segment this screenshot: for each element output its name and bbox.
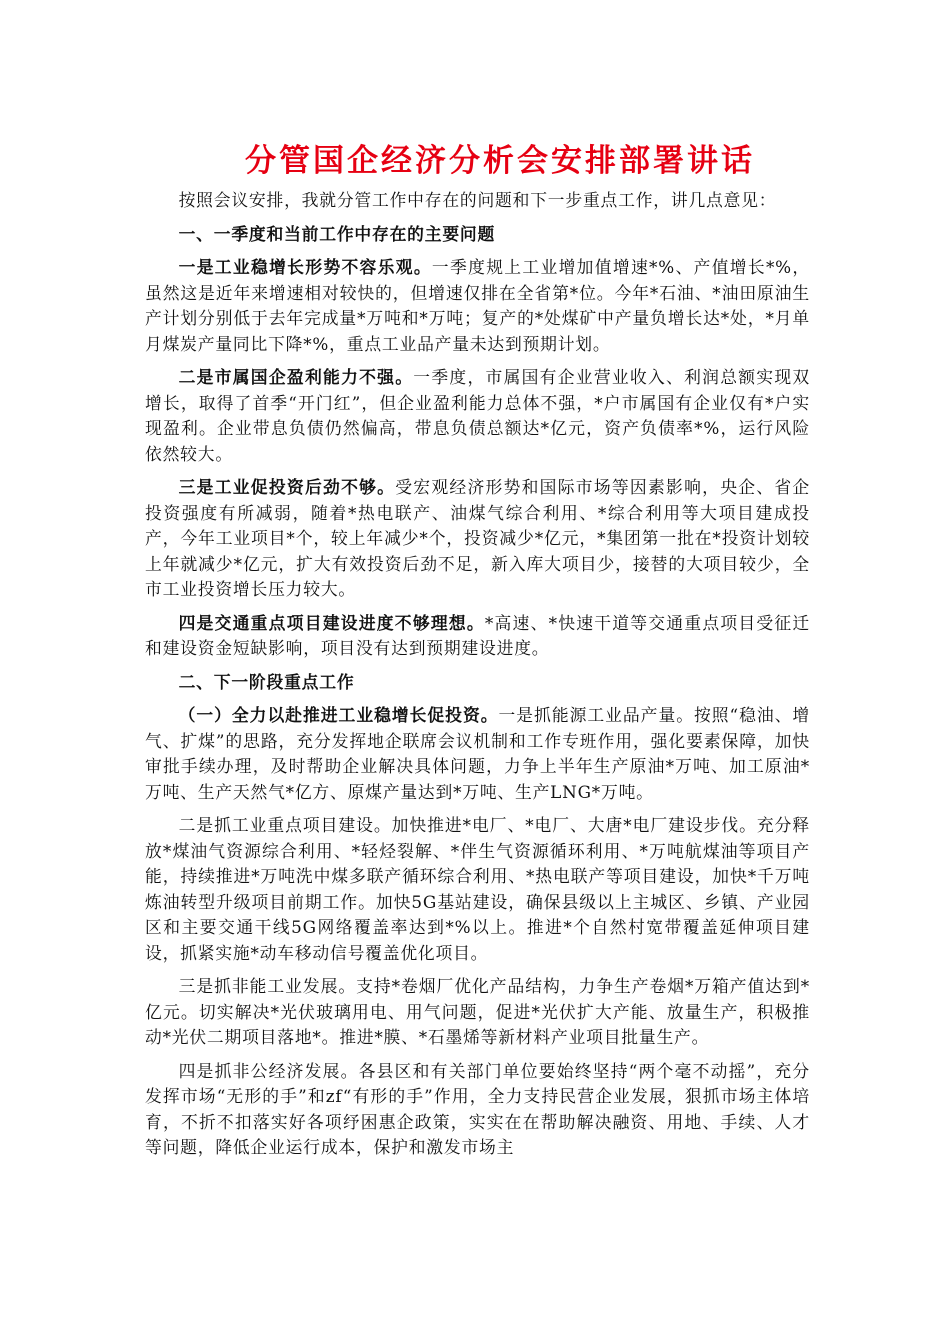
work-paragraph-2: 二是抓工业重点项目建设。加快推进*电厂、*电厂、大唐*电厂建设步伐。充分释放*煤油气资源综合利用、*轻烃裂解、*伴生气资源循环利用、*万吨航煤油等项目产能，持续推进*万吨洗中煤多联产循环综合利用、*热电联产等项目建设，加快*千万吨炼油转型升级项目前期工作。加快5G基站建设，确保县级以上主城区、乡镇、产业园区和主要交通干线5G网络覆盖率达到*%以上。推进*个自然村宽带覆盖延伸项目建设，抓紧实施*动车移动信号覆盖优化项目。 — [145, 815, 810, 963]
problem-text-3: 受宏观经济形势和国际市场等因素影响，央企、省企投资强度有所减弱，随着*热电联产、油煤气综合利用、*综合利用等大项目建成投产，今年工业项目*个，较上年减少*个，投资减少*亿元，*集团第一批在*投资计划较上年就减少*亿元，扩大有效投资后劲不足，新入库大项目少，接替的大项目较少，全市工业投资增长压力较大。 — [145, 477, 810, 599]
problem-paragraph-1 — [145, 255, 810, 357]
work-paragraph-1 — [145, 703, 810, 805]
problem-paragraph-3 — [145, 475, 810, 603]
problem-text-4: *高速、*快速干道等交通重点项目受征迁和建设资金短缺影响，项目没有达到预期建设进度。 — [145, 612, 810, 658]
problem-lead-1: 一是工业稳增长形势不容乐观。 — [178, 257, 432, 277]
problem-text-1: 一季度规上工业增加值增速*%、产值增长*%，虽然这是近年来增速相对较快的，但增速仅排在全省第*位。今年*石油、*油田原油生产计划分别低于去年完成量*万吨和*万吨；复产的*处煤矿中产量负增长达*处，*月单月煤炭产量同比下降*%，重点工业品产量未达到预期计划。 — [145, 257, 811, 354]
work-paragraph-3: 三是抓非能工业发展。支持*卷烟厂优化产品结构，力争生产卷烟*万箱产值达到*亿元。切实解决*光伏玻璃用电、用气问题，促进*光伏扩大产能、放量生产，积极推动*光伏二期项目落地*。推进*膜、*石墨烯等新材料产业项目批量生产。 — [145, 976, 810, 1047]
problem-lead-4: 四是交通重点项目建设进度不够理想。 — [178, 612, 485, 633]
section-heading-problems: 一、一季度和当前工作中存在的主要问题 — [178, 223, 496, 244]
document-title: 分管国企经济分析会安排部署讲话 — [245, 143, 755, 179]
problem-lead-2: 二是市属国企盈利能力不强。 — [178, 367, 414, 387]
document-body — [145, 188, 810, 1169]
problem-lead-3: 三是工业促投资后劲不够。 — [178, 477, 396, 497]
problem-paragraph-4 — [145, 611, 810, 662]
problem-text-2: 一季度，市属国有企业营业收入、利润总额实现双增长，取得了首季“开门红”，但企业盈利能力总体不强，*户市属国有企业仅有*户实现盈利。企业带息负债仍然偏高，带息负债总额达*亿元，资产负债率*%，运行风险依然较大。 — [145, 367, 810, 464]
section-heading-next-work: 二、下一阶段重点工作 — [178, 671, 355, 692]
problem-paragraph-2 — [145, 365, 810, 467]
work-paragraph-4: 四是抓非公经济发展。各县区和有关部门单位要始终坚持“两个毫不动摇”，充分发挥市场“无形的手”和zf“有形的手”作用，全力支持民营企业发展，狠抓市场主体培育，不折不扣落实好各项纾困惠企政策，实实在在帮助解决融资、用地、手续、人才等问题，降低企业运行成本，保护和激发市场主 — [145, 1060, 810, 1157]
work-intro-text: 一是抓能源工业品产量。按照“稳油、增气、扩煤”的思路，充分发挥地企联席会议机制和工作专班作用，强化要素保障，加快审批手续办理，及时帮助企业解决具体问题，力争上半年生产原油*万吨、加工原油*万吨、生产天然气*亿方、原煤产量达到*万吨、生产LNG*万吨。 — [145, 705, 811, 802]
intro-paragraph: 按照会议安排，我就分管工作中存在的问题和下一步重点工作，讲几点意见： — [178, 190, 777, 210]
work-lead: （一）全力以赴推进工业稳增长促投资。 — [178, 705, 499, 725]
